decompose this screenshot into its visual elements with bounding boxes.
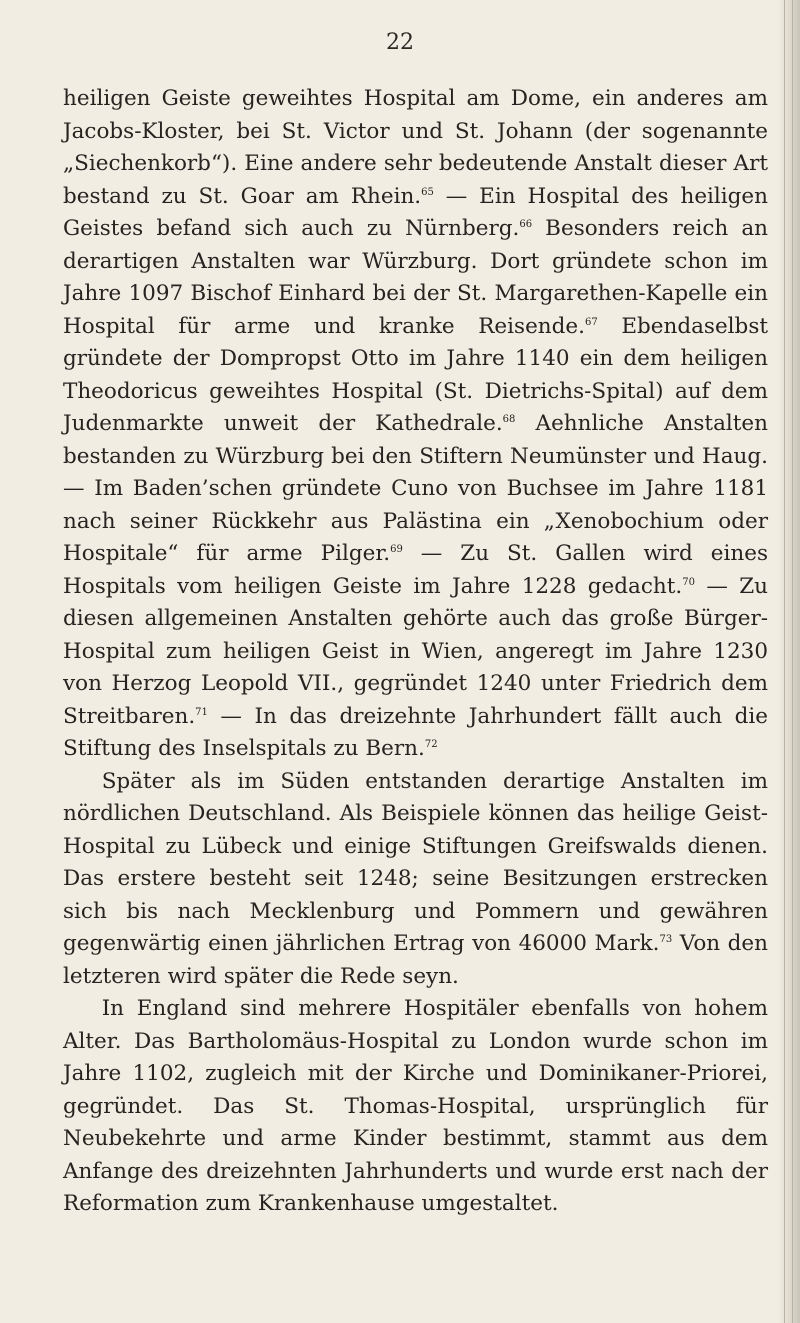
- paragraph: [63, 766, 768, 994]
- text-run: — In das dreizehnte Jahrhundert fällt auch die Stiftung des Inselspitals zu Bern.: [63, 703, 768, 761]
- page-edge-line: [784, 0, 785, 1323]
- footnote-marker: 66: [519, 218, 533, 230]
- text-run: Später als im Süden entstanden derartige Anstalten im nördlichen Deutschland. Als Beispiele können das heilige Geist-Hospital zu Lübeck und einige Stiftungen Greifswalds dienen. Das erstere besteht seit 1248; seine Besitzungen erstrecken sich bis nach Mecklenburg und Pommern und gewähren gegenwärtig einen jährlichen Ertrag von 46000 Mark.: [63, 768, 768, 956]
- body-text: [63, 83, 768, 1221]
- text-run: — Zu diesen allgemeinen Anstalten gehörte auch das große Bürger-Hospital zum heiligen Geist in Wien, angeregt im Jahre 1230 von Herzog Leopold VII., gegründet 1240 unter Friedrich dem Streitbaren.: [63, 573, 768, 729]
- page-number: 22: [386, 30, 414, 55]
- footnote-marker: 70: [682, 576, 695, 588]
- footnote-marker: 68: [502, 413, 516, 425]
- text-run: heiligen Geiste geweihtes Hospital am Dome, ein anderes am Jacobs-Kloster, bei St. Victor und St. Johann (der sogenannte „Siechenkorb“). Eine andere sehr bedeutende Anstalt dieser Art bestand zu St. Goar am Rhein.: [63, 86, 768, 209]
- footnote-marker: 69: [390, 543, 403, 555]
- footnote-marker: 72: [424, 738, 438, 750]
- text-run: Besonders reich an derartigen Anstalten war Würzburg. Dort gründete schon im Jahre 1097 Bischof Einhard bei der St. Margarethen-Kapelle ein Hospital für arme und kranke Reisende.: [63, 216, 768, 339]
- footnote-marker: 71: [195, 706, 208, 718]
- text-run: Aehnliche Anstalten bestanden zu Würzburg bei den Stiftern Neumünster und Haug. — Im Baden’schen gründete Cuno von Buchsee im Jahre 1181 nach seiner Rückkehr aus Palästina ein „Xenobochium oder Hospitale“ für arme Pilger.: [63, 411, 768, 566]
- text-run: Ebendaselbst gründete der Dompropst Otto im Jahre 1140 ein dem heiligen Theodoricus geweihtes Hospital (St. Dietrichs-Spital) auf dem Judenmarkte unweit der Kathedrale.: [63, 313, 768, 436]
- text-run: In England sind mehrere Hospitäler ebenfalls von hohem Alter. Das Bartholomäus-Hospital zu London wurde schon im Jahre 1102, zugleich mit der Kirche und Dominikaner-Priorei, gegründet. Das St. Thomas-Hospital, ursprünglich für Neubekehrte und arme Kinder bestimmt, stammt aus dem Anfange des dreizehnten Jahrhunderts und wurde erst nach der Reformation zum Krankenhause umgestaltet.: [63, 996, 768, 1216]
- text-run: Von den letzteren wird später die Rede seyn.: [63, 931, 768, 989]
- text-run: — Zu St. Gallen wird eines Hospitals vom heiligen Geiste im Jahre 1228 gedacht.: [63, 541, 768, 599]
- page-edge-shadow: [778, 0, 800, 1323]
- paragraph: [63, 993, 768, 1221]
- footnote-marker: 67: [584, 316, 598, 328]
- paragraph: [63, 83, 768, 766]
- footnote-marker: 73: [659, 933, 673, 945]
- text-run: — Ein Hospital des heiligen Geistes befand sich auch zu Nürnberg.: [63, 183, 769, 241]
- footnote-marker: 65: [421, 186, 434, 198]
- page-edge-line: [792, 0, 793, 1323]
